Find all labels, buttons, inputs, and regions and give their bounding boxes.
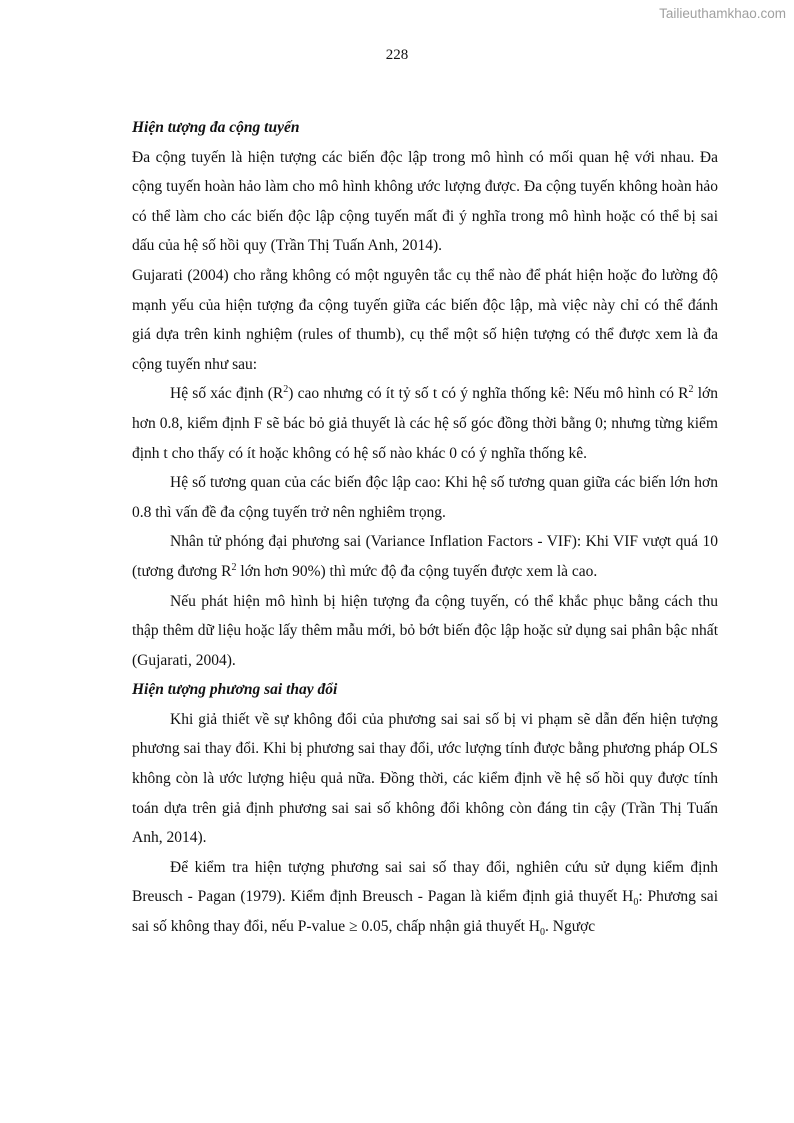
paragraph: Hệ số tương quan của các biến độc lập cao: Khi hệ số tương quan giữa các biến lớn hơn 0.8 thì vấn đề đa cộng tuyến trở nên nghiêm trọng. (132, 474, 718, 521)
paragraph (132, 379, 718, 468)
subscript: 0 (540, 927, 545, 939)
section-heading-heteroskedasticity: Hiện tượng phương sai thay đổi (132, 681, 338, 699)
text-run: Để kiểm tra hiện tượng phương sai sai số thay đổi, nghiên cứu sử dụng kiểm định Breusch - Pagan (1979). Kiểm định Breusch - Pagan là kiểm định giả thuyết H (132, 858, 718, 906)
section-heading-multicollinearity: Hiện tượng đa cộng tuyến (132, 119, 300, 136)
subscript: 0 (633, 897, 639, 909)
watermark: Tailieuthamkhao.com (659, 6, 786, 21)
paragraph (132, 853, 718, 942)
superscript: 2 (283, 384, 289, 396)
text-run: lớn hơn 0.8, kiểm định F sẽ bác bỏ giả thuyết là các hệ số góc đồng thời bằng 0; nhưng từng kiểm định t cho thấy có ít hoặc không có hệ số nào khác 0 có ý nghĩa thống kê. (132, 385, 718, 462)
text-run: lớn hơn 90%) thì mức độ đa cộng tuyến được xem là cao. (236, 562, 598, 580)
paragraph: Nếu phát hiện mô hình bị hiện tượng đa cộng tuyến, có thể khắc phục bằng cách thu thập thêm dữ liệu hoặc lấy thêm mẫu mới, bỏ bớt biến độc lập hoặc sử dụng sai phân bậc nhất (Gujarati, 2004). (132, 592, 718, 669)
superscript: 2 (688, 384, 694, 396)
paragraph: Khi giả thiết về sự không đổi của phương sai sai số bị vi phạm sẽ dẫn đến hiện tượng phương sai thay đổi. Khi bị phương sai thay đổi, ước lượng tính được bằng phương pháp OLS không còn là ước lượng hiệu quả nữa. Đồng thời, các kiểm định về hệ số hồi quy được tính toán dựa trên giả định phương sai sai số không đổi không còn đáng tin cậy (Trần Thị Tuấn Anh, 2014). (132, 710, 718, 847)
document-body (132, 113, 718, 942)
page-number: 228 (385, 47, 409, 63)
paragraph (132, 527, 718, 586)
text-run: ) cao nhưng có ít tỷ số t có ý nghĩa thống kê: Nếu mô hình có R (288, 385, 689, 403)
superscript: 2 (231, 561, 237, 573)
text-run: Nhân tử phóng đại phương sai (Variance Inflation Factors - VIF): Khi VIF vượt quá 10 (tương đương R (132, 533, 718, 580)
text-run: Hệ số xác định (R (170, 385, 284, 403)
text-run: : Phương sai sai số không thay đổi, nếu P-value ≥ 0.05, chấp nhận giả thuyết H (132, 888, 718, 936)
text-run: . Ngược (545, 918, 596, 936)
paragraph: Gujarati (2004) cho rằng không có một nguyên tắc cụ thể nào để phát hiện hoặc đo lường độ mạnh yếu của hiện tượng đa cộng tuyến giữa các biến độc lập, mà việc này chỉ có thể đánh giá dựa trên kinh nghiệm (rules of thumb), cụ thể một số hiện tượng có thể được xem là đa cộng tuyến như sau: (132, 266, 718, 373)
paragraph: Đa cộng tuyến là hiện tượng các biến độc lập trong mô hình có mối quan hệ với nhau. Đa cộng tuyến hoàn hảo làm cho mô hình không ước lượng được. Đa cộng tuyến không hoàn hảo có thể làm cho các biến độc lập cộng tuyến mất đi ý nghĩa trong mô hình hoặc có thể bị sai dấu của hệ số hồi quy (Trần Thị Tuấn Anh, 2014). (132, 148, 718, 255)
